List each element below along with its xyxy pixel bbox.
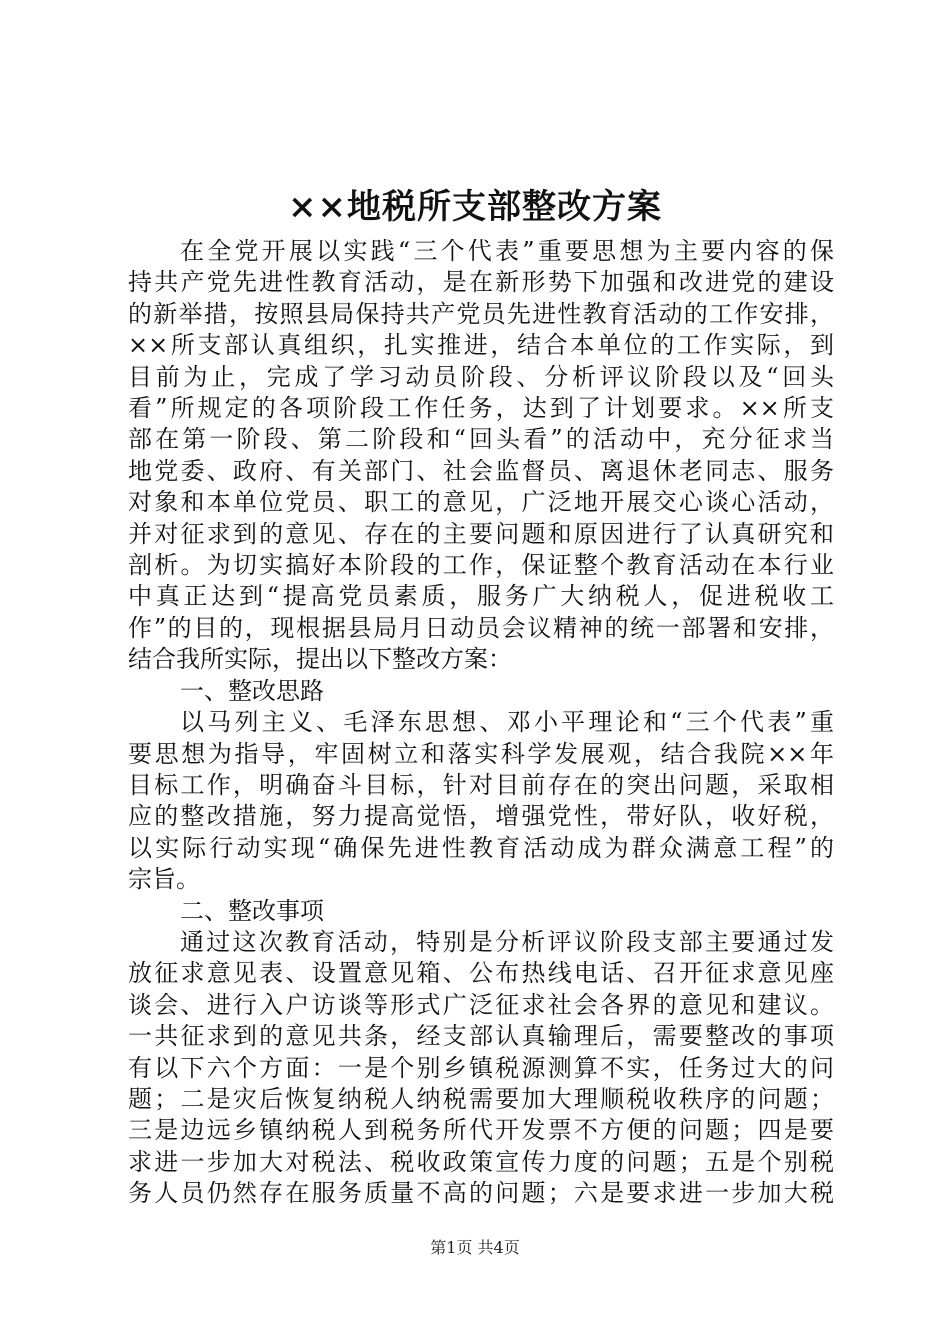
paragraph-line: 结合我所实际，提出以下整改方案： (128, 645, 512, 674)
paragraph-line: 三是边远乡镇纳税人到税务所代开发票不方便的问题；四是要 (128, 1116, 834, 1145)
paragraph-line: 题；二是灾后恢复纳税人纳税需要加大理顺税收秩序的问题； (128, 1084, 834, 1113)
document-title: ××地税所支部整改方案 (288, 187, 662, 227)
paragraph-line: 宗旨。 (128, 865, 200, 894)
paragraph-line: 目前为止，完成了学习动员阶段、分析评议阶段以及“回头 (128, 362, 834, 391)
paragraph-line: 务人员仍然存在服务质量不高的问题；六是要求进一步加大税 (128, 1179, 834, 1208)
page-number-footer: 第1页 共4页 (430, 1238, 520, 1257)
paragraph-line: 以马列主义、毛泽东思想、邓小平理论和“三个代表”重 (180, 708, 834, 737)
paragraph-line: 看”所规定的各项阶段工作任务，达到了计划要求。××所支 (128, 394, 834, 423)
paragraph-line: 在全党开展以实践“三个代表”重要思想为主要内容的保 (180, 237, 834, 265)
paragraph-line: ××所支部认真组织，扎实推进，结合本单位的工作实际，到 (128, 331, 834, 360)
section-heading: 二、整改事项 (180, 896, 324, 925)
paragraph-line: 求进一步加大对税法、税收政策宣传力度的问题；五是个别税 (128, 1147, 834, 1176)
paragraph-line: 并对征求到的意见、存在的主要问题和原因进行了认真研究和 (128, 519, 834, 548)
paragraph-line: 持共产党先进性教育活动，是在新形势下加强和改进党的建设 (128, 268, 834, 297)
section-heading: 一、整改思路 (180, 676, 324, 705)
paragraph-line: 中真正达到“提高党员素质，服务广大纳税人，促进税收工 (128, 582, 834, 611)
paragraph-line: 应的整改措施，努力提高觉悟，增强党性，带好队，收好税， (128, 802, 834, 831)
paragraph-line: 有以下六个方面：一是个别乡镇税源测算不实，任务过大的问 (128, 1053, 834, 1082)
paragraph-line: 对象和本单位党员、职工的意见，广泛地开展交心谈心活动， (128, 488, 834, 517)
paragraph-line: 以实际行动实现“确保先进性教育活动成为群众满意工程”的 (128, 833, 834, 862)
paragraph-line: 地党委、政府、有关部门、社会监督员、离退休老同志、服务 (128, 456, 834, 485)
paragraph-line: 要思想为指导，牢固树立和落实科学发展观，结合我院××年 (128, 739, 834, 768)
paragraph-line: 的新举措，按照县局保持共产党员先进性教育活动的工作安排， (128, 299, 834, 328)
paragraph-line: 放征求意见表、设置意见箱、公布热线电话、召开征求意见座 (128, 959, 834, 988)
paragraph-line: 一共征求到的意见共条，经支部认真输理后，需要整改的事项 (128, 1022, 834, 1051)
paragraph-line: 谈会、进行入户访谈等形式广泛征求社会各界的意见和建议。 (128, 990, 834, 1019)
document-body (128, 236, 834, 1210)
paragraph-line: 目标工作，明确奋斗目标，针对目前存在的突出问题，采取相 (128, 770, 834, 799)
paragraph-line: 部在第一阶段、第二阶段和“回头看”的活动中，充分征求当 (128, 425, 834, 454)
paragraph-line: 作”的目的，现根据县局月日动员会议精神的统一部署和安排， (128, 613, 834, 642)
paragraph-line: 通过这次教育活动，特别是分析评议阶段支部主要通过发 (180, 927, 834, 956)
paragraph-line: 剖析。为切实搞好本阶段的工作，保证整个教育活动在本行业 (128, 551, 834, 580)
